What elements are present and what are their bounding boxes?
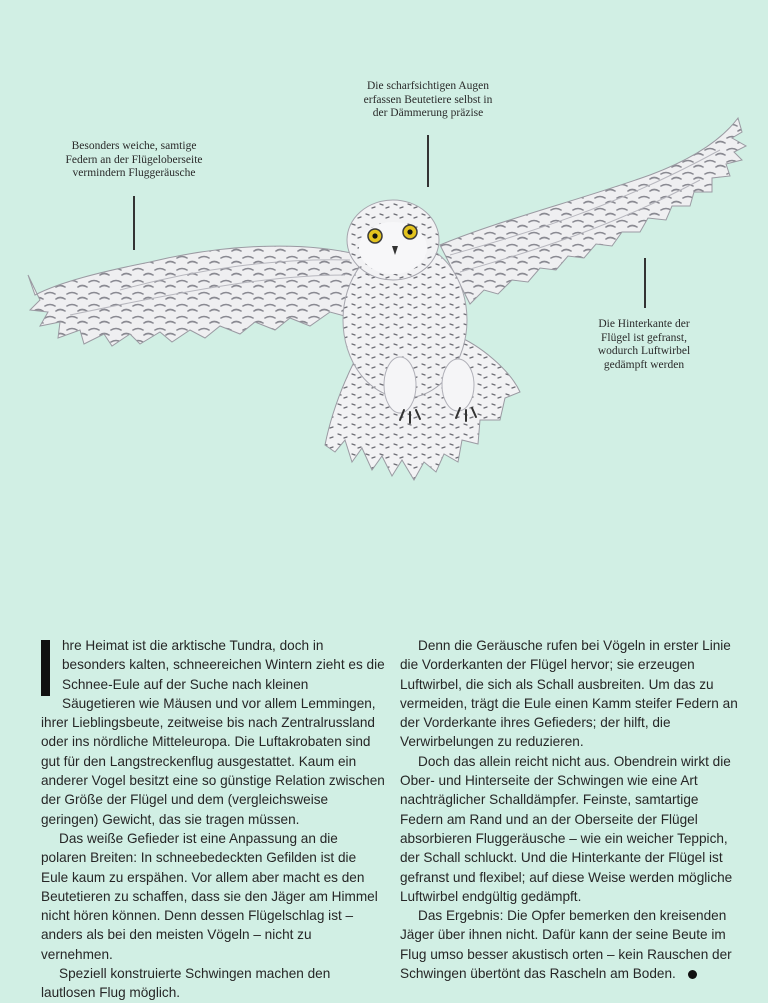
leader-line-trailing-edge (644, 258, 646, 308)
caption-trailing-edge: Die Hinterkante der Flügel ist gefranst, wodurch Luftwirbel gedämpft werden (597, 318, 691, 371)
caption-eyes: Die scharfsichtigen Augen erfassen Beutetiere selbst in der Dämmerung präzise (363, 80, 493, 119)
caption-feathers: Besonders weiche, samtige Federn an der Flügeloberseite vermindern Fluggeräusche (65, 140, 203, 179)
article-paragraph: Denn die Geräusche rufen bei Vögeln in erster Linie die Vorderkanten der Flügel hervor; sie erzeugen Luftwirbel, die sich als Schall ausbreiten. Um das zu vermeiden, trägt die Eule einen Kamm steifer Federn an der Vorderkante ihres Gefieders; der hilft, die Verwirbelungen zu reduzieren. (400, 638, 738, 750)
article-paragraph: Doch das allein reicht nicht aus. Obendrein wirkt die Ober- und Hinterseite der Schwingen wie eine Art nachträglicher Schalldämpfer. Feinste, samtartige Federn am Rand und an der Oberseite der Flügel absorbieren Fluggeräusche – wie ein weicher Teppich, der Schall schluckt. Und die Hinterkante der Flügel ist gefranst und flexibel; auf diese Weise werden mögliche Luftwirbel endgültig gedämpft. (400, 753, 733, 904)
article-paragraph: Das weiße Gefieder ist eine Anpassung an die polaren Breiten: In schneebedeckten Gefilden ist die Eule kaum zu erspähen. Vor allem aber macht es den Beutetieren zu schaffen, dass sie den Jäger am Himmel nicht hören können. Denn dessen Flügelschlag ist – anders als bei den meisten Vögeln – nicht zu vernehmen. (41, 830, 378, 962)
article-paragraph: Das Ergebnis: Die Opfer bemerken den kreisenden Jäger über ihnen nicht. Dafür kann der seine Beute im Flug umso besser akustisch orten – kein Rauschen der Schwingen übertönt das Rascheln am Boden. (400, 908, 732, 982)
leader-line-eyes (427, 135, 429, 187)
article-paragraph: hre Heimat ist die arktische Tundra, doch in besonders kalten, schneereichen Wintern zieht es die Schnee-Eule auf der Suche nach kleinen Säugetieren wie Mäusen und vor allem Lemmingen, ihrer Lieblingsbeute, zeitweise bis nach Zentralrussland oder ins nördliche Mitteleuropa. Die Luftakrobaten sind gut für den Langstreckenflug ausgestattet. Kaum ein anderer Vogel besitzt eine so günstige Relation zwischen der Größe der Flügel und dem (vergleichsweise geringen) Gewicht, das sie tragen müssen. (41, 638, 385, 827)
right-wing (440, 118, 746, 304)
article-column-right (400, 636, 740, 983)
end-mark-icon (688, 970, 697, 979)
left-wing (28, 246, 360, 346)
drop-cap-i (41, 640, 50, 696)
article-column-left (41, 636, 385, 1003)
article-paragraph: Speziell konstruierte Schwingen machen den lautlosen Flug möglich. (41, 966, 331, 1001)
leader-line-feathers (133, 196, 135, 250)
